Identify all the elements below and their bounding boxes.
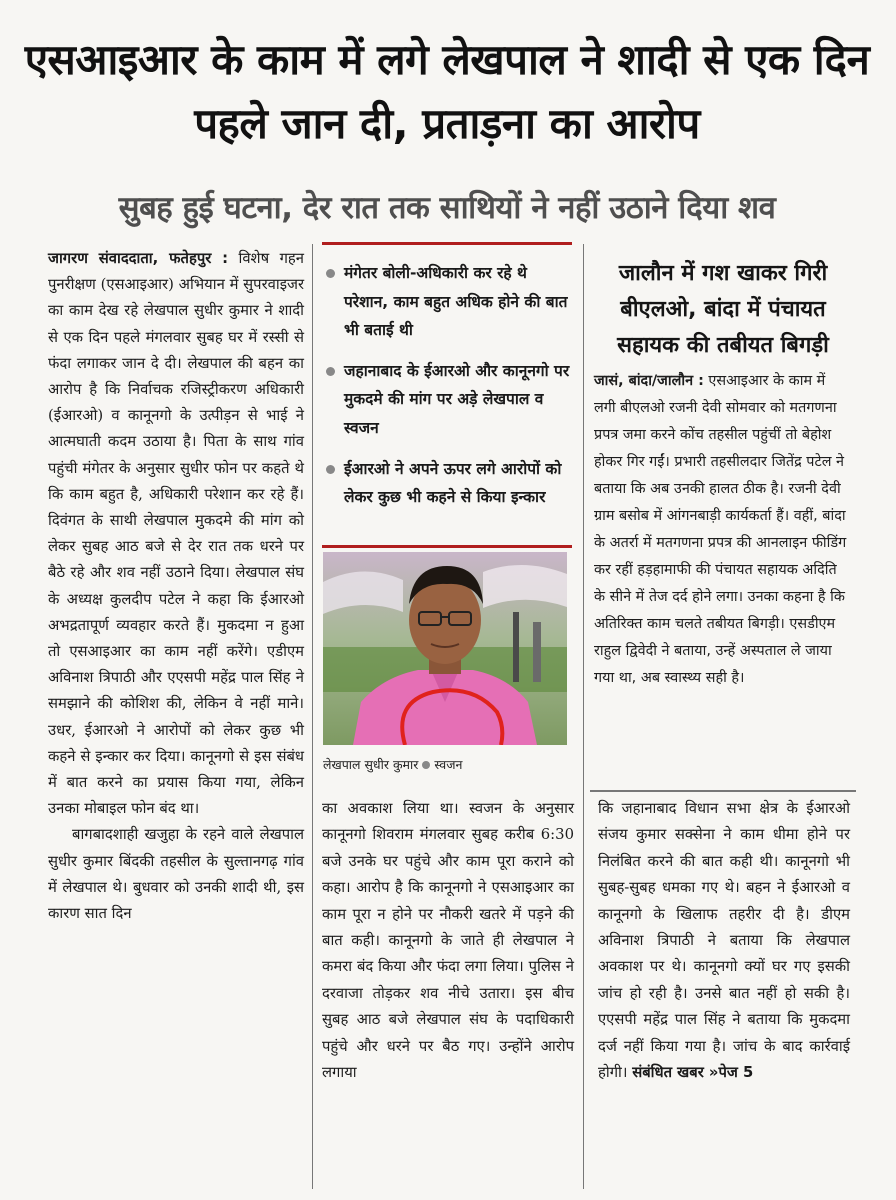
highlights-bottom-rule: [322, 545, 572, 548]
bullet-icon: [326, 269, 335, 278]
portrait-image: [323, 552, 567, 745]
related-news-link[interactable]: संबंधित खबर »पेज 5: [632, 1064, 754, 1082]
caption-credit: स्वजन: [434, 757, 463, 772]
main-story-column-1: [48, 246, 304, 927]
side-story-bottom-rule: [590, 790, 856, 792]
main-story-para-1: विशेष गहन पुनरीक्षण (एसआइआर) अभियान में सुपरवाइजर का काम देख रहे लेखपाल सुधीर कुमार ने शादी से एक दिन पहले मंगलवार सुबह घर में रस्सी से फंदा लगाकर जान दे दी। लेखपाल की बहन का आरोप है कि निर्वाचक रजिस्ट्रीकरण अधिकारी (ईआरओ) व कानूनगो के उत्पीड़न से भाई ने आत्मघाती कदम उठाया है। पिता के साथ गांव पहुंची मंगेतर के अनुसार सुधीर फोन पर कहते थे कि काम बहुत है, अधिकारी परेशान कर रहे हैं। दिवंगत के साथी लेखपाल मुकदमे की मांग को लेकर सुबह आठ बजे से देर रात तक धरने पर बैठे रहे और शव नहीं उठाने दिया। लेखपाल संघ के अध्यक्ष कुलदीप पटेल ने कहा कि ईआरओ अभद्रतापूर्ण व्यवहार करते हैं। मुकदमा न हुआ तो एसआइआर का काम नहीं करेंगे। एडीएम अविनाश त्रिपाठी और एएसपी महेंद्र पाल सिंह ने समझाने की कोशिश की, लेकिन वे नहीं माने। उधर, ईआरओ ने आरोपों को लेकर कुछ भी कहने से इन्कार कर दिया। कानूनगो से इस संबंध में बात करने का प्रयास किया गया, लेकिन उनका मोबाइल फोन बंद था।: [48, 250, 304, 818]
column-divider: [312, 244, 313, 1189]
side-story-title: जालौन में गश खाकर गिरी बीएलओ, बांदा में पंचायत सहायक की तबीयत बिगड़ी: [617, 261, 829, 358]
main-story-column-3: [598, 796, 850, 1086]
side-story-body: [594, 368, 850, 692]
main-story-para-2: बागबादशाही खजुहा के रहने वाले लेखपाल सुधीर कुमार बिंदकी तहसील के सुल्तानगढ़ गांव में लेखपाल थे। बुधवार को उनकी शादी थी, इस कारण सात दिन: [48, 826, 304, 923]
highlight-item: जहानाबाद के ईआरओ और कानूनगो पर मुकदमे की मांग पर अड़े लेखपाल व स्वजन: [322, 357, 572, 443]
column-divider: [583, 244, 584, 1189]
side-story-text: एसआइआर के काम में लगी बीएलओ रजनी देवी सोमवार को मतगणना प्रपत्र जमा करने कोंच तहसील पहुंचीं तो बेहोश होकर गिर गईं। प्रभारी तहसीलदार जितेंद्र पटेल ने बताया कि अब उनकी हालत ठीक है। रजनी देवी ग्राम बसोब में आंगनबाड़ी कार्यकर्ता हैं। वहीं, बांदा के अतर्रा में मतगणना प्रपत्र की आनलाइन फीडिंग कर रहीं हड़हामाफी की पंचायत सहायक अदिति के सीने में तेज दर्द होने लगा। उनका कहना है कि अतिरिक्त काम चलते तबीयत बिगड़ी। एसडीएम राहुल द्विवेदी ने बताया, उन्हें अस्पताल ले जाया गया था, अब स्वास्थ्य सही है।: [594, 373, 847, 686]
highlights-box: [322, 242, 572, 524]
side-story-byline: जासं, बांदा/जालौन :: [594, 373, 704, 389]
headline: एसआइआर के काम में लगे लेखपाल ने शादी से एक दिन पहले जान दी, प्रताड़ना का आरोप: [24, 35, 870, 148]
bullet-icon: [326, 367, 335, 376]
main-story-column-2: [322, 796, 574, 1086]
subheadline: सुबह हुई घटना, देर रात तक साथियों ने नहीं उठाने दिया शव: [118, 190, 776, 226]
highlight-item: मंगेतर बोली-अधिकारी कर रहे थे परेशान, काम बहुत अधिक होने की बात भी बताई थी: [322, 259, 572, 345]
byline: जागरण संवाददाता, फतेहपुर :: [48, 250, 229, 267]
bullet-icon: [326, 465, 335, 474]
main-story-para-3: का अवकाश लिया था। स्वजन के अनुसार कानूनगो शिवराम मंगलवार सुबह करीब 6:30 बजे उनके घर पहुंचे और काम पूरा कराने को कहा। आरोप है कि कानूनगो ने एसआइआर का काम पूरा न होने पर नौकरी खतरे में पड़ने की बात कही। कानूनगो के जाते ही लेखपाल ने कमरा बंद किया और फंदा लगा लिया। पुलिस ने दरवाजा तोड़कर शव नीचे उतारा। इस बीच सुबह आठ बजे लेखपाल संघ के पदाधिकारी पहुंचे और धरने पर बैठ गए। उन्होंने आरोप लगाया: [322, 800, 574, 1082]
bullet-icon: [422, 761, 430, 769]
highlight-item: ईआरओ ने अपने ऊपर लगे आरोपों को लेकर कुछ भी कहने से किया इन्कार: [322, 455, 572, 512]
caption-name: लेखपाल सुधीर कुमार: [323, 757, 419, 772]
portrait-photo: [323, 552, 567, 745]
main-story-para-4: कि जहानाबाद विधान सभा क्षेत्र के ईआरओ संजय कुमार सक्सेना ने काम धीमा होने पर निलंबित करने की बात कही थी। कानूनगो भी सुबह-सुबह धमका गए थे। बहन ने ईआरओ व कानूनगो के खिलाफ तहरीर दी है। डीएम अविनाश त्रिपाठी ने बताया कि लेखपाल अवकाश पर थे। कानूनगो क्यों घर गए इसकी जांच हो रही है। उनसे बात नहीं हो सकी है। एएसपी महेंद्र पाल सिंह ने बताया कि मुकदमा दर्ज नहीं किया गया है। जांच के बाद कार्रवाई होगी।: [598, 800, 850, 1082]
photo-caption: [323, 755, 571, 775]
